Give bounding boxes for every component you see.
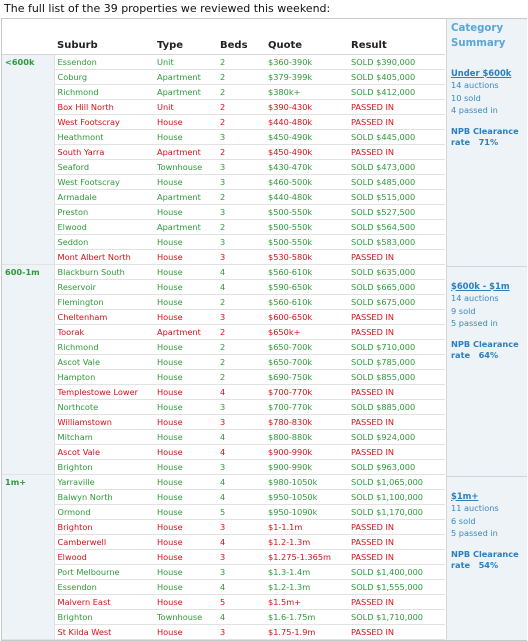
cell-quote: $1-1.1m bbox=[265, 520, 348, 535]
cell-result: SOLD $963,000 bbox=[348, 460, 445, 475]
cell-quote: $700-770k bbox=[265, 385, 348, 400]
cell-quote: $560-610k bbox=[265, 295, 348, 310]
table-row bbox=[2, 520, 445, 535]
cell-suburb: Balwyn North bbox=[54, 490, 154, 505]
cell-suburb: Malvern East bbox=[54, 595, 154, 610]
summary-heading[interactable]: $1m+ bbox=[451, 490, 479, 501]
clearance-value: 64% bbox=[478, 350, 499, 360]
cell-beds: 4 bbox=[217, 430, 265, 445]
table-header-row bbox=[2, 19, 445, 55]
table-row bbox=[2, 340, 445, 355]
cell-quote: $650-700k bbox=[265, 355, 348, 370]
cell-quote: $950-1050k bbox=[265, 490, 348, 505]
cell-result: SOLD $924,000 bbox=[348, 430, 445, 445]
table-row bbox=[2, 85, 445, 100]
cell-result: PASSED IN bbox=[348, 115, 445, 130]
cell-suburb: Mitcham bbox=[54, 430, 154, 445]
table-row bbox=[2, 160, 445, 175]
cell-beds: 3 bbox=[217, 565, 265, 580]
cell-quote: $650-700k bbox=[265, 340, 348, 355]
cell-suburb: South Yarra bbox=[54, 145, 154, 160]
cell-quote: $390-430k bbox=[265, 100, 348, 115]
cell-suburb: Templestowe Lower bbox=[54, 385, 154, 400]
summary-block bbox=[451, 67, 525, 149]
cell-type: House bbox=[154, 250, 217, 265]
cell-suburb: Preston bbox=[54, 205, 154, 220]
cell-beds: 4 bbox=[217, 475, 265, 490]
cell-type: House bbox=[154, 310, 217, 325]
cell-result: SOLD $1,170,000 bbox=[348, 505, 445, 520]
table-row bbox=[2, 130, 445, 145]
summary-clearance bbox=[451, 549, 525, 572]
cell-result: PASSED IN bbox=[348, 250, 445, 265]
cell-quote: $700-770k bbox=[265, 400, 348, 415]
cell-quote: $500-550k bbox=[265, 235, 348, 250]
cell-quote: $380k+ bbox=[265, 85, 348, 100]
cell-type: Apartment bbox=[154, 70, 217, 85]
bracket-label: 600-1m bbox=[2, 265, 54, 475]
cell-suburb: Reservoir bbox=[54, 280, 154, 295]
cell-suburb: Richmond bbox=[54, 340, 154, 355]
table-row bbox=[2, 175, 445, 190]
summary-heading[interactable]: Under $600k bbox=[451, 67, 512, 78]
cell-type: Apartment bbox=[154, 85, 217, 100]
cell-type: House bbox=[154, 535, 217, 550]
table-row bbox=[2, 205, 445, 220]
cell-quote: $1.275-1.365m bbox=[265, 550, 348, 565]
cell-result: SOLD $412,000 bbox=[348, 85, 445, 100]
cell-suburb: Elwood bbox=[54, 220, 154, 235]
cell-quote: $1.2-1.3m bbox=[265, 535, 348, 550]
cell-type: House bbox=[154, 130, 217, 145]
cell-result: SOLD $675,000 bbox=[348, 295, 445, 310]
bracket-label: 1m+ bbox=[2, 475, 54, 640]
table-row bbox=[2, 55, 445, 70]
cell-suburb: Yarraville bbox=[54, 475, 154, 490]
cell-beds: 3 bbox=[217, 250, 265, 265]
table-row bbox=[2, 550, 445, 565]
cell-quote: $360-390k bbox=[265, 55, 348, 70]
cell-result: PASSED IN bbox=[348, 595, 445, 610]
cell-quote: $430-470k bbox=[265, 160, 348, 175]
cell-beds: 3 bbox=[217, 460, 265, 475]
table-row bbox=[2, 475, 445, 490]
cell-result: SOLD $1,065,000 bbox=[348, 475, 445, 490]
summary-auctions: 11 auctions bbox=[451, 503, 499, 513]
cell-quote: $440-480k bbox=[265, 115, 348, 130]
cell-beds: 4 bbox=[217, 535, 265, 550]
table-row bbox=[2, 190, 445, 205]
cell-beds: 4 bbox=[217, 610, 265, 625]
table-row bbox=[2, 145, 445, 160]
cell-type: House bbox=[154, 445, 217, 460]
cell-quote: $450-490k bbox=[265, 145, 348, 160]
cell-quote: $950-1090k bbox=[265, 505, 348, 520]
cell-suburb: Northcote bbox=[54, 400, 154, 415]
cell-suburb: Flemington bbox=[54, 295, 154, 310]
cell-type: House bbox=[154, 505, 217, 520]
cell-quote: $1.6-1.75m bbox=[265, 610, 348, 625]
cell-result: SOLD $1,555,000 bbox=[348, 580, 445, 595]
summary-title: Category Summary bbox=[451, 23, 506, 49]
cell-suburb: Armadale bbox=[54, 190, 154, 205]
summary-sold: 10 sold bbox=[451, 92, 481, 103]
cell-beds: 2 bbox=[217, 220, 265, 235]
cell-quote: $1.2-1.3m bbox=[265, 580, 348, 595]
summary-heading[interactable]: $600k - $1m bbox=[451, 280, 510, 291]
table-row bbox=[2, 415, 445, 430]
cell-beds: 2 bbox=[217, 190, 265, 205]
cell-beds: 3 bbox=[217, 160, 265, 175]
cell-result: PASSED IN bbox=[348, 520, 445, 535]
cell-result: SOLD $564,500 bbox=[348, 220, 445, 235]
cell-quote: $530-580k bbox=[265, 250, 348, 265]
cell-beds: 5 bbox=[217, 505, 265, 520]
table-row bbox=[2, 610, 445, 625]
cell-beds: 3 bbox=[217, 130, 265, 145]
table-row bbox=[2, 625, 445, 640]
cell-quote: $1.75-1.9m bbox=[265, 625, 348, 640]
cell-quote: $600-650k bbox=[265, 310, 348, 325]
cell-quote: $900-990k bbox=[265, 460, 348, 475]
header-result: Result bbox=[348, 19, 445, 55]
cell-type: House bbox=[154, 430, 217, 445]
summary-auctions: 14 auctions bbox=[451, 80, 499, 90]
table-row bbox=[2, 235, 445, 250]
table-row bbox=[2, 400, 445, 415]
cell-result: SOLD $665,000 bbox=[348, 280, 445, 295]
cell-beds: 2 bbox=[217, 115, 265, 130]
cell-type: House bbox=[154, 265, 217, 280]
cell-beds: 2 bbox=[217, 295, 265, 310]
cell-beds: 2 bbox=[217, 55, 265, 70]
cell-beds: 4 bbox=[217, 265, 265, 280]
cell-type: House bbox=[154, 490, 217, 505]
cell-type: House bbox=[154, 235, 217, 250]
cell-result: SOLD $390,000 bbox=[348, 55, 445, 70]
cell-type: Apartment bbox=[154, 325, 217, 340]
cell-suburb: Blackburn South bbox=[54, 265, 154, 280]
summary-sold: 6 sold bbox=[451, 515, 476, 526]
table-row bbox=[2, 445, 445, 460]
summary-block bbox=[451, 490, 525, 572]
cell-quote: $1.5m+ bbox=[265, 595, 348, 610]
table-row bbox=[2, 460, 445, 475]
table-row bbox=[2, 535, 445, 550]
cell-type: Townhouse bbox=[154, 610, 217, 625]
cell-type: Townhouse bbox=[154, 160, 217, 175]
cell-result: PASSED IN bbox=[348, 385, 445, 400]
cell-result: SOLD $515,000 bbox=[348, 190, 445, 205]
cell-quote: $500-550k bbox=[265, 205, 348, 220]
cell-result: PASSED IN bbox=[348, 535, 445, 550]
table-row bbox=[2, 220, 445, 235]
cell-type: House bbox=[154, 205, 217, 220]
table-row bbox=[2, 370, 445, 385]
cell-suburb: Box Hill North bbox=[54, 100, 154, 115]
cell-suburb: Camberwell bbox=[54, 535, 154, 550]
cell-beds: 4 bbox=[217, 490, 265, 505]
header-suburb: Suburb bbox=[54, 19, 154, 55]
table-row bbox=[2, 490, 445, 505]
cell-beds: 2 bbox=[217, 85, 265, 100]
cell-type: House bbox=[154, 625, 217, 640]
cell-type: House bbox=[154, 370, 217, 385]
cell-result: SOLD $885,000 bbox=[348, 400, 445, 415]
cell-quote: $460-500k bbox=[265, 175, 348, 190]
cell-suburb: Coburg bbox=[54, 70, 154, 85]
cell-beds: 2 bbox=[217, 355, 265, 370]
summary-auctions: 14 auctions bbox=[451, 293, 499, 303]
cell-suburb: Ormond bbox=[54, 505, 154, 520]
table-row bbox=[2, 295, 445, 310]
cell-result: PASSED IN bbox=[348, 550, 445, 565]
summary-block bbox=[451, 280, 525, 362]
cell-result: SOLD $635,000 bbox=[348, 265, 445, 280]
summary-passed: 5 passed in bbox=[451, 528, 498, 538]
table-row bbox=[2, 580, 445, 595]
cell-type: Unit bbox=[154, 100, 217, 115]
table-row bbox=[2, 115, 445, 130]
table-row bbox=[2, 565, 445, 580]
cell-beds: 4 bbox=[217, 445, 265, 460]
cell-suburb: Seddon bbox=[54, 235, 154, 250]
cell-quote: $450-490k bbox=[265, 130, 348, 145]
cell-beds: 3 bbox=[217, 520, 265, 535]
table-caption: The full list of the 39 properties we reviewed this weekend: bbox=[4, 2, 331, 15]
cell-quote: $980-1050k bbox=[265, 475, 348, 490]
summary-sold: 9 sold bbox=[451, 305, 476, 316]
cell-type: House bbox=[154, 580, 217, 595]
cell-beds: 5 bbox=[217, 595, 265, 610]
cell-beds: 3 bbox=[217, 625, 265, 640]
cell-quote: $800-880k bbox=[265, 430, 348, 445]
cell-type: House bbox=[154, 385, 217, 400]
table-row bbox=[2, 595, 445, 610]
cell-beds: 3 bbox=[217, 310, 265, 325]
cell-beds: 3 bbox=[217, 550, 265, 565]
properties-table bbox=[2, 19, 445, 640]
properties-panel bbox=[1, 18, 527, 641]
cell-type: House bbox=[154, 280, 217, 295]
cell-quote: $440-480k bbox=[265, 190, 348, 205]
cell-beds: 3 bbox=[217, 205, 265, 220]
category-summary bbox=[446, 19, 527, 640]
cell-quote: $500-550k bbox=[265, 220, 348, 235]
table-row bbox=[2, 325, 445, 340]
cell-beds: 3 bbox=[217, 175, 265, 190]
cell-suburb: Brighton bbox=[54, 460, 154, 475]
cell-quote: $900-990k bbox=[265, 445, 348, 460]
cell-beds: 2 bbox=[217, 340, 265, 355]
cell-result: SOLD $710,000 bbox=[348, 340, 445, 355]
clearance-value: 54% bbox=[478, 560, 499, 570]
clearance-label: NPB Clearance rate bbox=[451, 125, 519, 147]
cell-suburb: Williamstown bbox=[54, 415, 154, 430]
table-row bbox=[2, 280, 445, 295]
cell-beds: 3 bbox=[217, 400, 265, 415]
cell-result: SOLD $405,000 bbox=[348, 70, 445, 85]
cell-quote: $650k+ bbox=[265, 325, 348, 340]
clearance-label: NPB Clearance rate bbox=[451, 548, 519, 570]
cell-result: PASSED IN bbox=[348, 445, 445, 460]
cell-type: House bbox=[154, 550, 217, 565]
cell-result: SOLD $583,000 bbox=[348, 235, 445, 250]
cell-type: Apartment bbox=[154, 190, 217, 205]
summary-clearance bbox=[451, 126, 525, 149]
cell-result: SOLD $445,000 bbox=[348, 130, 445, 145]
cell-type: House bbox=[154, 565, 217, 580]
cell-type: House bbox=[154, 520, 217, 535]
cell-beds: 2 bbox=[217, 145, 265, 160]
cell-suburb: Hampton bbox=[54, 370, 154, 385]
cell-beds: 3 bbox=[217, 415, 265, 430]
cell-quote: $590-650k bbox=[265, 280, 348, 295]
table-row bbox=[2, 430, 445, 445]
table-row bbox=[2, 385, 445, 400]
cell-result: SOLD $855,000 bbox=[348, 370, 445, 385]
summary-passed: 4 passed in bbox=[451, 105, 498, 115]
cell-result: SOLD $485,000 bbox=[348, 175, 445, 190]
cell-suburb: Brighton bbox=[54, 520, 154, 535]
bracket-header bbox=[2, 19, 54, 55]
cell-quote: $560-610k bbox=[265, 265, 348, 280]
cell-quote: $690-750k bbox=[265, 370, 348, 385]
clearance-value: 71% bbox=[478, 137, 499, 147]
table-row bbox=[2, 250, 445, 265]
cell-suburb: Port Melbourne bbox=[54, 565, 154, 580]
cell-suburb: Essendon bbox=[54, 55, 154, 70]
cell-result: PASSED IN bbox=[348, 625, 445, 640]
cell-type: House bbox=[154, 475, 217, 490]
cell-beds: 2 bbox=[217, 325, 265, 340]
cell-suburb: Ascot Vale bbox=[54, 355, 154, 370]
cell-beds: 2 bbox=[217, 100, 265, 115]
cell-result: PASSED IN bbox=[348, 100, 445, 115]
cell-result: SOLD $1,400,000 bbox=[348, 565, 445, 580]
cell-result: SOLD $527,500 bbox=[348, 205, 445, 220]
cell-quote: $1.3-1.4m bbox=[265, 565, 348, 580]
cell-type: House bbox=[154, 115, 217, 130]
cell-type: House bbox=[154, 415, 217, 430]
cell-result: SOLD $473,000 bbox=[348, 160, 445, 175]
summary-clearance bbox=[451, 339, 525, 362]
cell-quote: $780-830k bbox=[265, 415, 348, 430]
summary-passed: 5 passed in bbox=[451, 318, 498, 328]
cell-suburb: Elwood bbox=[54, 550, 154, 565]
cell-suburb: Richmond bbox=[54, 85, 154, 100]
header-quote: Quote bbox=[265, 19, 348, 55]
cell-type: Apartment bbox=[154, 145, 217, 160]
cell-type: House bbox=[154, 295, 217, 310]
cell-result: SOLD $785,000 bbox=[348, 355, 445, 370]
header-type: Type bbox=[154, 19, 217, 55]
bracket-label: <600k bbox=[2, 55, 54, 265]
cell-type: House bbox=[154, 175, 217, 190]
cell-suburb: St Kilda West bbox=[54, 625, 154, 640]
cell-suburb: Brighton bbox=[54, 610, 154, 625]
cell-suburb: Ascot Vale bbox=[54, 445, 154, 460]
table-row bbox=[2, 505, 445, 520]
table-row bbox=[2, 310, 445, 325]
cell-beds: 3 bbox=[217, 235, 265, 250]
cell-type: House bbox=[154, 340, 217, 355]
table-row bbox=[2, 355, 445, 370]
cell-beds: 2 bbox=[217, 70, 265, 85]
table-row bbox=[2, 70, 445, 85]
cell-beds: 4 bbox=[217, 280, 265, 295]
cell-result: SOLD $1,710,000 bbox=[348, 610, 445, 625]
cell-result: SOLD $1,100,000 bbox=[348, 490, 445, 505]
cell-beds: 4 bbox=[217, 385, 265, 400]
cell-type: House bbox=[154, 355, 217, 370]
cell-type: Apartment bbox=[154, 220, 217, 235]
header-beds: Beds bbox=[217, 19, 265, 55]
cell-suburb: Cheltenham bbox=[54, 310, 154, 325]
cell-suburb: Seaford bbox=[54, 160, 154, 175]
cell-result: PASSED IN bbox=[348, 310, 445, 325]
table-row bbox=[2, 100, 445, 115]
cell-suburb: Heathmont bbox=[54, 130, 154, 145]
cell-type: House bbox=[154, 400, 217, 415]
cell-beds: 2 bbox=[217, 370, 265, 385]
cell-type: House bbox=[154, 460, 217, 475]
cell-result: PASSED IN bbox=[348, 325, 445, 340]
cell-suburb: West Footscray bbox=[54, 115, 154, 130]
cell-suburb: Essendon bbox=[54, 580, 154, 595]
cell-quote: $379-399k bbox=[265, 70, 348, 85]
cell-suburb: West Footscray bbox=[54, 175, 154, 190]
cell-suburb: Toorak bbox=[54, 325, 154, 340]
table-row bbox=[2, 265, 445, 280]
cell-type: House bbox=[154, 595, 217, 610]
cell-type: Unit bbox=[154, 55, 217, 70]
cell-suburb: Mont Albert North bbox=[54, 250, 154, 265]
cell-result: PASSED IN bbox=[348, 415, 445, 430]
cell-result: PASSED IN bbox=[348, 145, 445, 160]
clearance-label: NPB Clearance rate bbox=[451, 338, 519, 360]
cell-beds: 4 bbox=[217, 580, 265, 595]
